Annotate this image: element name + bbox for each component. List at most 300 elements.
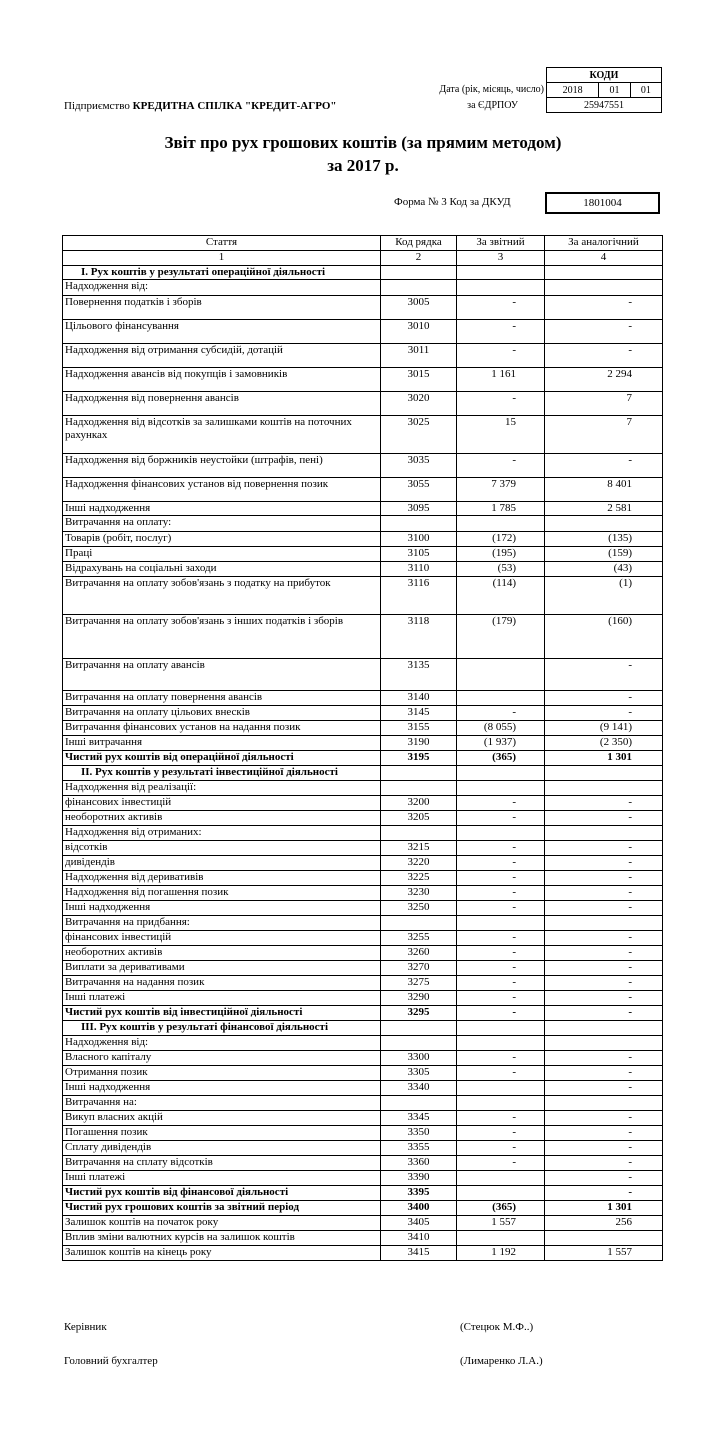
row-code: 3055 (381, 478, 457, 502)
row-previous-value: (160) (545, 615, 663, 659)
row-current-value: - (457, 946, 545, 961)
row-current-value (457, 1186, 545, 1201)
row-code: 3390 (381, 1171, 457, 1186)
row-previous-value: 7 (545, 392, 663, 416)
table-row (63, 344, 663, 368)
row-code: 3255 (381, 931, 457, 946)
row-current-value (457, 691, 545, 706)
row-previous-value: - (545, 1156, 663, 1171)
row-current-value: - (457, 1066, 545, 1081)
row-current-value: - (457, 706, 545, 721)
row-article: III. Рух коштів у результаті фінансової діяльності (63, 1021, 381, 1036)
row-article: Витрачання на: (63, 1096, 381, 1111)
row-code: 3395 (381, 1186, 457, 1201)
enterprise-line (64, 100, 337, 112)
row-previous-value: - (545, 841, 663, 856)
row-previous-value: - (545, 320, 663, 344)
row-current-value: - (457, 392, 545, 416)
row-article: Надходження від реалізації: (63, 781, 381, 796)
table-row (63, 826, 663, 841)
row-previous-value: - (545, 811, 663, 826)
row-article: Залишок коштів на початок року (63, 1216, 381, 1231)
row-previous-value (545, 1231, 663, 1246)
row-previous-value: - (545, 1186, 663, 1201)
row-article: I. Рух коштів у результаті операційної діяльності (63, 266, 381, 280)
row-previous-value: - (545, 1111, 663, 1126)
table-row (63, 946, 663, 961)
table-row (63, 1216, 663, 1231)
row-code: 3190 (381, 736, 457, 751)
row-current-value (457, 266, 545, 280)
row-code: 3010 (381, 320, 457, 344)
row-previous-value: - (545, 1066, 663, 1081)
table-row (63, 1066, 663, 1081)
row-code: 3230 (381, 886, 457, 901)
row-code (381, 266, 457, 280)
row-previous-value: - (545, 976, 663, 991)
date-label: Дата (рік, місяць, число) (439, 84, 544, 95)
row-current-value: - (457, 796, 545, 811)
row-article: Надходження від: (63, 280, 381, 296)
row-article: Отримання позик (63, 1066, 381, 1081)
row-current-value: (195) (457, 547, 545, 562)
row-article: Надходження від отриманих: (63, 826, 381, 841)
row-article: Вплив зміни валютних курсів на залишок коштів (63, 1231, 381, 1246)
row-previous-value: 2 581 (545, 502, 663, 516)
row-current-value: 1 192 (457, 1246, 545, 1261)
row-article: Витрачання на надання позик (63, 976, 381, 991)
row-code (381, 1036, 457, 1051)
col-header-code: Код рядка (381, 236, 457, 251)
row-article: Сплату дивідендів (63, 1141, 381, 1156)
table-row (63, 796, 663, 811)
row-article: Чистий рух коштів від фінансової діяльності (63, 1186, 381, 1201)
row-code: 3200 (381, 796, 457, 811)
row-previous-value: 1 301 (545, 751, 663, 766)
table-row (63, 368, 663, 392)
row-article: Витрачання на оплату повернення авансів (63, 691, 381, 706)
row-article: Надходження від боржників неустойки (штрафів, пені) (63, 454, 381, 478)
table-row (63, 266, 663, 280)
row-article: Витрачання на придбання: (63, 916, 381, 931)
dkud-code: 1801004 (545, 192, 660, 214)
col-number: 2 (381, 251, 457, 266)
row-code (381, 781, 457, 796)
row-current-value (457, 781, 545, 796)
row-current-value: - (457, 1006, 545, 1021)
row-previous-value: - (545, 886, 663, 901)
row-current-value (457, 916, 545, 931)
row-current-value (457, 280, 545, 296)
row-code: 3300 (381, 1051, 457, 1066)
row-code: 3118 (381, 615, 457, 659)
row-code (381, 1021, 457, 1036)
row-previous-value: 8 401 (545, 478, 663, 502)
row-previous-value: 7 (545, 416, 663, 454)
table-row (63, 1036, 663, 1051)
row-previous-value: - (545, 691, 663, 706)
row-current-value (457, 659, 545, 691)
row-current-value: - (457, 1126, 545, 1141)
row-code: 3270 (381, 961, 457, 976)
row-current-value: - (457, 841, 545, 856)
row-current-value (457, 1081, 545, 1096)
row-current-value: - (457, 1051, 545, 1066)
row-current-value: (1 937) (457, 736, 545, 751)
table-row (63, 901, 663, 916)
row-code: 3360 (381, 1156, 457, 1171)
row-current-value: - (457, 1156, 545, 1171)
row-code: 3340 (381, 1081, 457, 1096)
table-row (63, 454, 663, 478)
row-current-value: - (457, 886, 545, 901)
row-article: Повернення податків і зборів (63, 296, 381, 320)
table-row (63, 691, 663, 706)
table-row (63, 841, 663, 856)
table-row (63, 1051, 663, 1066)
table-row (63, 781, 663, 796)
row-previous-value: (9 141) (545, 721, 663, 736)
row-code: 3220 (381, 856, 457, 871)
row-current-value: (365) (457, 1201, 545, 1216)
row-article: II. Рух коштів у результаті інвестиційної діяльності (63, 766, 381, 781)
row-article: Надходження фінансових установ від повернення позик (63, 478, 381, 502)
row-current-value: - (457, 991, 545, 1006)
table-row (63, 1081, 663, 1096)
row-code: 3100 (381, 532, 457, 547)
row-previous-value: - (545, 871, 663, 886)
row-article: Інші надходження (63, 1081, 381, 1096)
table-row (63, 736, 663, 751)
table-row (63, 392, 663, 416)
table-row (63, 577, 663, 615)
row-article: Чистий рух коштів від операційної діяльності (63, 751, 381, 766)
table-row (63, 976, 663, 991)
table-row (63, 811, 663, 826)
row-article: Інші платежі (63, 1171, 381, 1186)
row-article: Надходження авансів від покупців і замовників (63, 368, 381, 392)
row-code: 3140 (381, 691, 457, 706)
row-current-value: 15 (457, 416, 545, 454)
row-code: 3145 (381, 706, 457, 721)
row-article: необоротних активів (63, 811, 381, 826)
table-row (63, 871, 663, 886)
row-article: Інші платежі (63, 991, 381, 1006)
table-row (63, 1171, 663, 1186)
row-previous-value: - (545, 931, 663, 946)
enterprise-label: Підприємство (64, 100, 130, 112)
row-previous-value: - (545, 296, 663, 320)
row-current-value (457, 766, 545, 781)
row-article: Виплати за деривативами (63, 961, 381, 976)
row-previous-value (545, 826, 663, 841)
row-article: Витрачання на оплату: (63, 516, 381, 532)
row-previous-value: - (545, 961, 663, 976)
row-current-value: - (457, 811, 545, 826)
row-code: 3225 (381, 871, 457, 886)
row-current-value: - (457, 1141, 545, 1156)
row-previous-value: - (545, 1126, 663, 1141)
row-code: 3015 (381, 368, 457, 392)
table-row (63, 502, 663, 516)
table-row (63, 659, 663, 691)
row-current-value: - (457, 454, 545, 478)
row-code (381, 280, 457, 296)
table-row (63, 416, 663, 454)
row-code: 3205 (381, 811, 457, 826)
row-code (381, 916, 457, 931)
row-code (381, 1096, 457, 1111)
report-title: Звіт про рух грошових коштів (за прямим методом) (164, 133, 562, 152)
head-name: (Стецюк М.Ф..) (460, 1321, 534, 1333)
row-code: 3195 (381, 751, 457, 766)
row-current-value (457, 1231, 545, 1246)
table-row (63, 296, 663, 320)
row-current-value: 1 161 (457, 368, 545, 392)
row-code: 3415 (381, 1246, 457, 1261)
row-article: Відрахувань на соціальні заходи (63, 562, 381, 577)
row-article: Витрачання на оплату авансів (63, 659, 381, 691)
row-code: 3035 (381, 454, 457, 478)
row-article: фінансових інвестицій (63, 931, 381, 946)
row-article: Витрачання на сплату відсотків (63, 1156, 381, 1171)
row-previous-value (545, 1096, 663, 1111)
row-current-value: (172) (457, 532, 545, 547)
row-code: 3116 (381, 577, 457, 615)
edrpou-code: 25947551 (547, 98, 662, 113)
row-code: 3290 (381, 991, 457, 1006)
table-row (63, 516, 663, 532)
table-row (63, 721, 663, 736)
row-previous-value (545, 781, 663, 796)
row-code: 3095 (381, 502, 457, 516)
row-article: Надходження від: (63, 1036, 381, 1051)
table-row (63, 562, 663, 577)
table-row (63, 916, 663, 931)
row-article: Надходження від деривативів (63, 871, 381, 886)
table-row (63, 1186, 663, 1201)
row-code (381, 766, 457, 781)
table-row (63, 961, 663, 976)
row-previous-value: - (545, 344, 663, 368)
table-row (63, 706, 663, 721)
row-current-value: (114) (457, 577, 545, 615)
row-previous-value: - (545, 1141, 663, 1156)
table-row (63, 478, 663, 502)
row-previous-value: - (545, 901, 663, 916)
row-code: 3105 (381, 547, 457, 562)
date-day: 01 (630, 83, 661, 98)
row-article: необоротних активів (63, 946, 381, 961)
col-header-article: Стаття (63, 236, 381, 251)
row-code: 3260 (381, 946, 457, 961)
row-article: Інші надходження (63, 502, 381, 516)
col-header-previous: За аналогічний (545, 236, 663, 251)
row-current-value: - (457, 344, 545, 368)
row-article: Надходження від відсотків за залишками коштів на поточних рахунках (63, 416, 381, 454)
row-code: 3400 (381, 1201, 457, 1216)
row-current-value: (8 055) (457, 721, 545, 736)
row-previous-value: - (545, 659, 663, 691)
row-current-value: - (457, 320, 545, 344)
row-previous-value: 1 557 (545, 1246, 663, 1261)
row-previous-value: (2 350) (545, 736, 663, 751)
row-current-value: - (457, 961, 545, 976)
table-row (63, 751, 663, 766)
row-previous-value (545, 280, 663, 296)
row-previous-value (545, 516, 663, 532)
table-row (63, 320, 663, 344)
row-previous-value (545, 766, 663, 781)
row-current-value: - (457, 901, 545, 916)
row-code: 3405 (381, 1216, 457, 1231)
table-row (63, 1156, 663, 1171)
table-row (63, 1111, 663, 1126)
row-previous-value: (135) (545, 532, 663, 547)
row-previous-value: (43) (545, 562, 663, 577)
row-previous-value: - (545, 856, 663, 871)
row-code: 3110 (381, 562, 457, 577)
row-current-value: (365) (457, 751, 545, 766)
accountant-name: (Лимаренко Л.А.) (460, 1355, 543, 1367)
row-article: Праці (63, 547, 381, 562)
row-previous-value: - (545, 706, 663, 721)
row-current-value: - (457, 856, 545, 871)
table-row (63, 766, 663, 781)
row-current-value: (53) (457, 562, 545, 577)
accountant-label: Головний бухгалтер (64, 1355, 158, 1367)
col-number: 4 (545, 251, 663, 266)
row-current-value: - (457, 1111, 545, 1126)
form-label: Форма № 3 Код за ДКУД (394, 196, 511, 208)
row-code: 3410 (381, 1231, 457, 1246)
table-row (63, 1021, 663, 1036)
row-previous-value: - (545, 991, 663, 1006)
enterprise-name: КРЕДИТНА СПІЛКА "КРЕДИТ-АГРО" (132, 100, 337, 112)
row-article: Витрачання фінансових установ на надання позик (63, 721, 381, 736)
head-label: Керівник (64, 1321, 107, 1333)
date-month: 01 (599, 83, 630, 98)
row-current-value (457, 1096, 545, 1111)
row-previous-value: - (545, 946, 663, 961)
row-current-value (457, 826, 545, 841)
row-code: 3275 (381, 976, 457, 991)
table-row (63, 1246, 663, 1261)
row-current-value (457, 1171, 545, 1186)
row-code: 3305 (381, 1066, 457, 1081)
row-article: Викуп власних акцій (63, 1111, 381, 1126)
row-current-value: - (457, 296, 545, 320)
table-row (63, 1096, 663, 1111)
table-row (63, 280, 663, 296)
row-article: Цільового фінансування (63, 320, 381, 344)
row-previous-value: - (545, 796, 663, 811)
row-previous-value: - (545, 454, 663, 478)
row-previous-value: - (545, 1081, 663, 1096)
row-article: Надходження від повернення авансів (63, 392, 381, 416)
row-article: Надходження від отримання субсидій, дотацій (63, 344, 381, 368)
row-article: Залишок коштів на кінець року (63, 1246, 381, 1261)
report-period: за 2017 р. (327, 156, 399, 175)
row-previous-value: 2 294 (545, 368, 663, 392)
row-current-value: 7 379 (457, 478, 545, 502)
row-previous-value (545, 1021, 663, 1036)
row-code (381, 826, 457, 841)
row-previous-value: - (545, 1006, 663, 1021)
row-previous-value: - (545, 1051, 663, 1066)
col-number: 1 (63, 251, 381, 266)
table-row (63, 1231, 663, 1246)
row-current-value: 1 785 (457, 502, 545, 516)
date-year: 2018 (547, 83, 599, 98)
row-article: Товарів (робіт, послуг) (63, 532, 381, 547)
row-code: 3215 (381, 841, 457, 856)
row-code: 3355 (381, 1141, 457, 1156)
table-row (63, 886, 663, 901)
codes-title: КОДИ (547, 68, 662, 83)
row-article: Витрачання на оплату зобов'язань з податку на прибуток (63, 577, 381, 615)
row-code: 3345 (381, 1111, 457, 1126)
row-article: Інші витрачання (63, 736, 381, 751)
row-article: Витрачання на оплату зобов'язань з інших податків і зборів (63, 615, 381, 659)
row-current-value: - (457, 931, 545, 946)
row-code (381, 516, 457, 532)
cash-flow-table (62, 235, 663, 1261)
row-current-value (457, 1036, 545, 1051)
col-number: 3 (457, 251, 545, 266)
row-code: 3350 (381, 1126, 457, 1141)
row-article: відсотків (63, 841, 381, 856)
table-row (63, 1006, 663, 1021)
row-code: 3135 (381, 659, 457, 691)
codes-table (546, 67, 662, 113)
row-previous-value: (159) (545, 547, 663, 562)
row-article: дивідендів (63, 856, 381, 871)
row-previous-value: 1 301 (545, 1201, 663, 1216)
table-row (63, 931, 663, 946)
row-previous-value (545, 266, 663, 280)
table-row (63, 615, 663, 659)
row-previous-value (545, 916, 663, 931)
row-previous-value: 256 (545, 1216, 663, 1231)
row-code: 3005 (381, 296, 457, 320)
row-current-value (457, 516, 545, 532)
row-article: Інші надходження (63, 901, 381, 916)
row-previous-value: (1) (545, 577, 663, 615)
row-article: фінансових інвестицій (63, 796, 381, 811)
row-current-value: (179) (457, 615, 545, 659)
row-current-value (457, 1021, 545, 1036)
row-code: 3020 (381, 392, 457, 416)
row-article: Погашення позик (63, 1126, 381, 1141)
table-row (63, 1201, 663, 1216)
row-current-value: - (457, 976, 545, 991)
table-row (63, 547, 663, 562)
row-article: Чистий рух грошових коштів за звітний період (63, 1201, 381, 1216)
table-row (63, 532, 663, 547)
row-article: Власного капіталу (63, 1051, 381, 1066)
row-current-value: 1 557 (457, 1216, 545, 1231)
row-article: Витрачання на оплату цільових внесків (63, 706, 381, 721)
row-code: 3250 (381, 901, 457, 916)
row-code: 3295 (381, 1006, 457, 1021)
row-code: 3011 (381, 344, 457, 368)
row-code: 3025 (381, 416, 457, 454)
row-article: Чистий рух коштів від інвестиційної діяльності (63, 1006, 381, 1021)
row-article: Надходження від погашення позик (63, 886, 381, 901)
table-row (63, 856, 663, 871)
edrpou-label: за ЄДРПОУ (467, 100, 518, 111)
